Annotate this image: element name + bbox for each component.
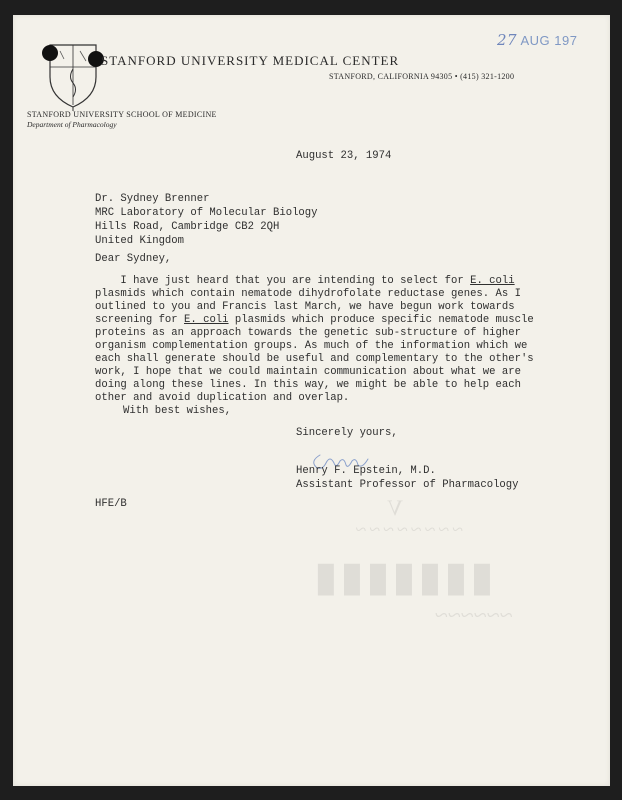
body-line: other and avoid duplication and overlap. — [95, 392, 350, 404]
body-emphasis: E. coli — [184, 314, 229, 326]
stamp-month-year: AUG 197 — [520, 33, 578, 48]
body-line: outlined to you and Francis last March, we have begun work towards — [95, 301, 515, 313]
typist-initials: HFE/B — [95, 498, 127, 510]
department-name: Department of Pharmacology — [27, 120, 117, 129]
body-line: proteins as an approach towards the genetic sub-structure of higher — [95, 327, 521, 339]
stamp-day: 27 — [497, 31, 518, 49]
body-line: work, I hope that we could maintain communication about what we are — [95, 366, 521, 378]
body-line: organism complementation groups. As much of the information which we — [95, 340, 528, 352]
body-line — [95, 275, 515, 287]
body-line: plasmids which contain nematode dihydrofolate reductase genes. As I — [95, 288, 521, 300]
recipient-line: Dr. Sydney Brenner — [95, 193, 210, 205]
complimentary-close: Sincerely yours, — [296, 427, 398, 439]
recipient-line: MRC Laboratory of Molecular Biology — [95, 207, 318, 219]
body-text: I have just heard that you are intending to select for — [95, 275, 471, 287]
received-date-stamp — [497, 31, 577, 49]
body-line: doing along these lines. In this way, we might be able to help each — [95, 379, 521, 391]
body-line — [95, 314, 534, 326]
body-text: plasmids which produce specific nematode muscle — [228, 314, 534, 326]
institution-address: STANFORD, CALIFORNIA 94305 • (415) 321-1200 — [329, 72, 515, 81]
school-name: STANFORD UNIVERSITY SCHOOL OF MEDICINE — [27, 110, 217, 119]
body-emphasis: E. coli — [470, 275, 515, 287]
closing: With best wishes, — [123, 405, 232, 417]
body-line: each shall generate should be useful and complementary to the other's — [95, 353, 534, 365]
signer-title: Assistant Professor of Pharmacology — [296, 479, 519, 491]
letter-page — [13, 15, 610, 786]
institution-name: STANFORD UNIVERSITY MEDICAL CENTER — [101, 53, 400, 68]
signer-name: Henry F. Epstein, M.D. — [296, 465, 436, 477]
recipient-line: Hills Road, Cambridge CB2 2QH — [95, 221, 280, 233]
salutation: Dear Sydney, — [95, 253, 172, 265]
recipient-line: United Kingdom — [95, 235, 185, 247]
stanford-medical-seal-icon — [40, 37, 106, 111]
letter-date: August 23, 1974 — [296, 150, 392, 162]
reverse-side-bleed-through: V ~~~~~~~~ ▮▮▮▮▮▮▮ ~~~~~~ — [310, 495, 513, 629]
body-text: screening for — [95, 314, 185, 326]
